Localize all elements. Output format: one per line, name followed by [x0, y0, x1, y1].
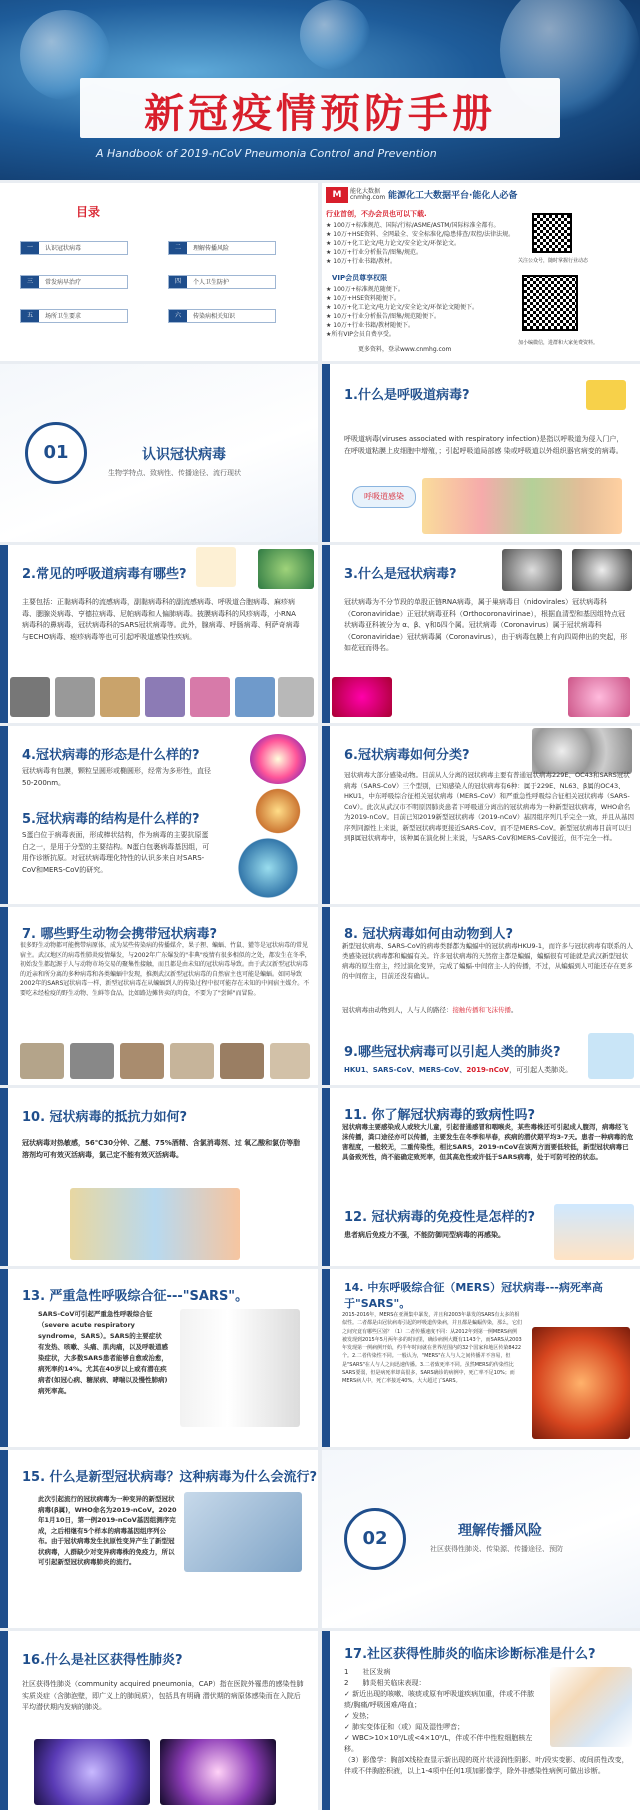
toc-num: 六 [169, 310, 187, 322]
q1-slide [322, 364, 640, 542]
q8-q9-slide [322, 907, 640, 1085]
virus-image [190, 677, 230, 717]
q8-path [342, 1005, 634, 1017]
q16-text: 社区获得性肺炎（community acquired pneumonia，CAP）指在医院外罹患的感染性肺实质炎症（含肺泡壁，即广义上的肺间质），包括具有明确 潜伏期的病原体感染而在入院后平均潜伏期内发病的肺炎。 [22, 1680, 304, 1711]
toc-item[interactable] [168, 309, 276, 323]
toc-item[interactable] [168, 275, 276, 289]
q17-line: ✓ 发热； [344, 1712, 374, 1720]
q9-list-red: 2019-nCoV [466, 1066, 510, 1074]
q11-title: 11. 你了解冠状病毒的致病性吗? [344, 1108, 536, 1123]
q6-text: 冠状病毒大部分感染动物。目前从人分离的冠状病毒主要有普通冠状病毒229E、OC43和SARS冠状病毒（SARS-CoV）三个型别，已知感染人的冠状病毒有6种：属于229E、NL63、β属的OC43、HKU1，中东呼吸综合征相关冠状病毒（MERS-CoV）和严重急性呼吸综合征相关冠状病毒（SARS-CoV）。此次从武汉市不明原因肺炎患者下呼吸道分离出的冠状病毒为一种新型冠状病毒，WHO命名为2019-nCoV。目前已知2019新型冠状病毒（2019-nCoV）基因组序列几乎完全一致，并且从基因序列同源性上来说，新型冠状病毒更接近SARS-CoV。而不是MERS-CoV。新型冠状病毒目前可以归到β属冠状病毒中，该种属在演化树上来说，与SARS-CoV和MERS-CoV接近，但不完全一样。 [344, 771, 634, 842]
q10-text: 冠状病毒对热敏感，56℃30分钟、乙醚、75%酒精、含氯消毒剂、过 氧乙酸和氯仿等脂溶剂均可有效灭活病毒，氯己定不能有效灭活病毒。 [22, 1139, 301, 1159]
toc-item[interactable] [20, 309, 128, 323]
toc-num: 五 [21, 310, 39, 322]
cartoon-image [196, 547, 236, 587]
q12-text: 患者病后免疫力不强，不能防御同型病毒的再感染。 [344, 1231, 505, 1239]
q15-text: 此次引起流行的冠状病毒为一种变异的新型冠状病毒(β属)，WHO命名为2019-nCoV。2020年1月10日，第一例2019-nCoV基因组测序完成，之后相继有5个样本的病毒基因组序列公布。由于冠状病毒发生抗原性变异产生了新型冠状病毒，人群缺少对变异病毒株的免疫力，所以可引起新型冠状病毒肺炎的流行。 [38, 1495, 177, 1566]
animal-image [170, 1043, 214, 1079]
animal-image [270, 1043, 310, 1079]
section-01-slide [0, 364, 318, 542]
q1-title: 1.什么是呼吸道病毒? [344, 388, 470, 403]
accent-bar [322, 1269, 330, 1447]
q2-slide [0, 545, 318, 723]
q3-text: 冠状病毒为不分节段的单股正链RNA病毒，属于巢病毒目（nidovirales）冠状病毒科（Coronaviridae）正冠状病毒亚科（Orthocoronavirinae），根据血清型和基因组特点冠状病毒亚科被分为 α、β、γ和δ四个属。冠状病毒（Coronavirus）属于冠状病毒科（Coronaviridae）冠状病毒属（Coronavirus），由于病毒包膜上有向四周伸出的突起，形如花冠而得名。 [344, 598, 628, 652]
toc-title: 目录 [76, 205, 101, 219]
toc-label: 场所卫生要求 [45, 313, 82, 320]
toc-label: 理解传播风险 [193, 245, 230, 252]
cover-subtitle: A Handbook of 2019-nCoV Pneumonia Control and Prevention [96, 147, 437, 160]
toc-item[interactable] [168, 241, 276, 255]
q17-line: （3）影像学：胸部X线检查显示新出现的斑片状浸润性阴影、叶/段实变影、或间质性改变，伴或不伴胸腔积液，以上1-4项中任何1项加影像学，除外非感染性病例可做出诊断。 [344, 1756, 629, 1775]
ad-footer[interactable]: 更多资料，登录www.cnmhg.com [358, 346, 452, 353]
q2-text: 主要包括：正黏病毒科的流感病毒，副黏病毒科的副流感病毒、呼吸道合胞病毒、麻疹病毒、腮腺炎病毒、亨德拉病毒、尼帕病毒和人偏肺病毒。披膜病毒科的风疹病毒，小RNA病毒科的鼻病毒，冠状病毒科的SARS冠状病毒等。此外，腺病毒、呼肠病毒、柯萨奇病毒与ECHO病毒、疱疹病毒等也可引起呼吸道感染性疾病。 [22, 598, 300, 641]
accent-bar [322, 364, 330, 542]
lab-image [184, 1492, 302, 1572]
q2-title: 2.常见的呼吸道病毒有哪些? [22, 567, 187, 582]
virus-image [258, 549, 314, 589]
accent-bar [322, 1088, 330, 1266]
cartoon-image [554, 1204, 634, 1260]
section-subtitle: 社区获得性肺炎、传染源、传播途径、预防 [430, 1545, 563, 1553]
q9-list-text: HKU1、SARS-CoV、MERS-CoV、 [344, 1066, 467, 1074]
vip-title: VIP会员尊享权限 [332, 274, 388, 282]
q7-title: 7. 哪些野生动物会携带冠状病毒? [22, 927, 218, 942]
q13-title: 13. 严重急性呼吸综合征---"SARS"。 [22, 1289, 249, 1304]
q3-title: 3.什么是冠状病毒? [344, 567, 457, 582]
q12-title: 12. 冠状病毒的免疫性是怎样的? [344, 1210, 536, 1225]
q15-slide [0, 1450, 318, 1628]
virus-image [235, 677, 275, 717]
q17-slide [322, 1631, 640, 1810]
ad-headline: 能源化工大数据平台·能化人必备 [388, 191, 518, 201]
virus-diagram [250, 734, 306, 784]
ad-line: ★ 10万+行业分析报告/图集/规范。 [326, 249, 422, 256]
q17-line: 1 社区发病 [344, 1668, 391, 1676]
q8-path-label: 冠状病毒由动物到人，人与人的路径： [342, 1006, 453, 1014]
q9-title: 9.哪些冠状病毒可以引起人类的肺炎? [344, 1045, 561, 1060]
q8-text: 新型冠状病毒、SARS-CoV的病毒类群都为蝙蝠中的冠状病毒HKU9-1，而许多与冠状病毒有联系的人类感染冠状病毒都和蝙蝠有关。许多冠状病毒的天然宿主都是蝙蝠，蝙蝠很有可能就是武汉新型冠状病毒的原生宿主，经过演化变异，完成了蝙蝠-中间宿主-人的传播，不过，从蝙蝠到人可能还存在更多的中间宿主，目前还没有确认。 [342, 942, 633, 980]
accent-bar [0, 545, 8, 723]
qr-code-icon [532, 213, 572, 253]
q10-title: 10. 冠状病毒的抵抗力如何? [22, 1110, 188, 1125]
virus-image [532, 1327, 630, 1439]
q5-text: S蛋白位于病毒表面，形成棒状结构，作为病毒的主要抗原蛋白之一，是用于分型的主要结构。N蛋白包裹病毒基因组，可用作诊断抗原。对冠状病毒理化特性的认识多来自对SARS-CoV和MERS-CoV的研究。 [22, 831, 210, 874]
q13-text: SARS-CoV可引起严重急性呼吸综合征（severe acute respiratory syndrome，SARS）。SARS的主要症状有发热、咳嗽、头痛、肌肉痛，以及呼吸道感染症状，大多数SARS患者能够自愈或治愈，病死率约14%。尤其在40岁以上或有潜在疾病者(如冠心病、糖尿病、哮喘以及慢性肺病)病死率高。 [38, 1310, 168, 1395]
section-02-slide [322, 1450, 640, 1628]
ad-line: ★所有VIP会员自费享受。 [326, 331, 395, 338]
virus-image [572, 549, 632, 591]
virus-image [300, 0, 370, 70]
ad-line: ★ 100万+标准规范、国际/行标/ASME/ASTM/国际标准全都有。 [326, 222, 500, 229]
animal-image [220, 1043, 264, 1079]
q3-slide [322, 545, 640, 723]
ad-line: ★ 10万+行业书籍/教材随便下。 [326, 322, 414, 329]
toc-num: 四 [169, 276, 187, 288]
virus-image [100, 677, 140, 717]
q15-title: 15. 什么是新型冠状病毒？这种病毒为什么会流行? [22, 1470, 318, 1485]
toc-slide [0, 183, 318, 361]
brand-logo: M [326, 187, 348, 203]
ad-line: ★ 10万+化工论文/电力论文/安全论文/环保论文随便下。 [326, 304, 479, 311]
virus-image [145, 677, 185, 717]
q17-title: 17.社区获得性肺炎的临床诊断标准是什么? [344, 1647, 596, 1662]
q14-text: 2015-2016年，MERS在亚洲集中暴发，并且和2003年暴发的SARS有太多的相似性。二者都是由冠状病毒引起的呼吸道传染病，并且都是蝙蝠传染，那么，它们之间究竟有哪些区别？（1）二者传播速度不同：从2012年到第一例MERS病例被发现到2015年5月两年多的时间里，确诊病例大概有1143个，而SARS从2003年发现第一例病例开始，约半年时间就在世界范围内的32个国家和地区传染8422个。2.二者传染性不同。一般认为，"MERS"在人与人之间传播并不容易，但是"SARS"在人与人之间迅速传播。3.二者致死率不同。虽然MERS的传染性比SARS要弱，但是病死率却高很多，SARS确诊的病例中，死亡率不足10%；而MERS病人中，死亡率接近40%，大大超过了SARS。 [342, 1312, 523, 1385]
q8-path-end: 。 [511, 1006, 518, 1014]
toc-num: 一 [21, 242, 39, 254]
virus-image [568, 677, 630, 717]
section-title: 理解传播风险 [458, 1523, 542, 1539]
q9-list-end: ，可引起人类肺炎。 [509, 1066, 573, 1074]
brand-name: 能化大数据 [350, 188, 381, 195]
q7-slide [0, 907, 318, 1085]
toc-item[interactable] [20, 241, 128, 255]
virus-image [10, 677, 50, 717]
ad-line: ★ 10万+化工论文/电力论文/安全论文/环保论文。 [326, 240, 461, 247]
doctor-image [180, 1309, 300, 1427]
q10-slide [0, 1088, 318, 1266]
toc-label: 个人卫生防护 [193, 279, 230, 286]
ad-line: ★ 10万+HSE资料随便下。 [326, 295, 401, 302]
q6-title: 6.冠状病毒如何分类? [344, 748, 470, 763]
q1-text: 呼吸道病毒(viruses associated with respiratory infection)是指以呼吸道为侵入门户，在呼吸道粘膜上皮细胞中增殖，；引起呼吸道局部感 染或呼吸道以外组织器官病变的病毒。 [344, 435, 624, 455]
virus-image [278, 677, 314, 717]
accent-bar [322, 545, 330, 723]
ad-line: ★ 10万+HSE资料、全网最全、安全标准化/隐患排查/双控/法律法规。 [326, 231, 515, 238]
toc-num: 三 [21, 276, 39, 288]
ad-slide [322, 183, 640, 361]
virus-image [532, 728, 632, 774]
q8-path-red: 接触传播和飞沫传播 [452, 1006, 511, 1014]
cover-slide [0, 0, 640, 180]
section-title: 认识冠状病毒 [142, 447, 226, 463]
q9-list [344, 1065, 584, 1077]
q11-text: 冠状病毒主要感染成人或较大儿童，引起普通感冒和咽喉炎，某些毒株还可引起成人腹泻，病毒经飞沫传播，粪口途径亦可以传播，主要发生在冬季和早春，疾病的潜伏期平均3-7天。患者一种病毒的危害程度，一般较无，二重传染性，相比SARS，2019-nCoV在该两方面要低较低，新型冠状病毒已具备致死性，尚不能确定致死率，但其高危性或许低于SARS病毒，处于可防可控的状态。 [342, 1123, 634, 1161]
qr-code-icon [522, 275, 578, 331]
accent-bar [322, 726, 330, 904]
qr-caption: 加小编微信，进群和大家免费资料。 [518, 340, 599, 346]
virus-image [55, 677, 95, 717]
q14-title: 14. 中东呼吸综合征（MERS）冠状病毒---病死率高于"SARS"。 [344, 1281, 603, 1310]
ad-line: ★ 10万+行业分析报告/图集/规范随便下。 [326, 313, 440, 320]
q4-text: 冠状病毒有包膜，颗粒呈圆形或椭圆形，经常为多形性，直径50-200nm。 [22, 767, 211, 787]
cartoon-image [70, 1188, 240, 1260]
q17-line: 2 肺炎相关临床表现： [344, 1679, 426, 1687]
toc-label: 常发病早治疗 [45, 279, 82, 286]
q14-slide [322, 1269, 640, 1447]
pills-image [550, 1667, 632, 1747]
q6-slide [322, 726, 640, 904]
animal-image [120, 1043, 164, 1079]
q11-q12-slide [322, 1088, 640, 1266]
virus-diagram [250, 788, 306, 834]
infection-badge: 呼吸道感染 [352, 486, 416, 508]
q7-text: 很多野生动物都可能携带病原体，成为某些传染病的传播媒介，果子狸、蝙蝠、竹鼠、獾等是冠状病毒的常见宿主。武汉地区的病毒性肺炎疫情爆发，与2002年广东爆发的"非典"疫情有很多相似的之处，都发生在冬季，初始发生都起源于人与动物市场交易的聚集性接触，而且都是由未知的冠状病毒导致。由于武汉新型冠状病毒的近亲和所分离的多种病毒和各类蝙蝠中发现，推测武汉新型冠状病毒的自然宿主也可能是蝙蝠。如同导致2002年的SARS冠状病毒一样，新型冠状病毒在从蝙蝠到人的传染过程中很可能存在未知的中间宿主媒介。不要吃未经检疫的野生动物、生鲜等食品，比如路边摊售卖的肉食，不要为了"尝鲜"而冒险。 [20, 942, 311, 997]
cartoon-image [422, 478, 622, 534]
toc-label: 认识冠状病毒 [45, 245, 82, 252]
section-subtitle: 生物学特点、致病性、传播途径、流行现状 [108, 469, 241, 477]
accent-bar [0, 1269, 8, 1447]
accent-bar [0, 1631, 8, 1810]
qr-caption: 关注公众号，随时掌握行业动态 [518, 258, 589, 264]
q8-title: 8. 冠状病毒如何由动物到人? [344, 927, 514, 942]
q17-line: ✓ WBC>10×10⁹/L或<4×10⁹/L，伴或不伴中性粒细胞核左移。 [344, 1734, 533, 1753]
toc-label: 传染病相关知识 [193, 313, 236, 320]
accent-bar [0, 1088, 8, 1266]
cell-image [160, 1739, 276, 1805]
accent-bar [0, 1450, 8, 1628]
brand-site[interactable]: cnmhg.com [350, 194, 386, 201]
ad-line: ★ 10万+行业书籍/教材。 [326, 258, 396, 265]
virus-image [502, 549, 562, 591]
q17-line: ✓ 肺实变体征和（或）闻及湿性啰音； [344, 1723, 465, 1731]
q4-q5-slide [0, 726, 318, 904]
ad-free-line: 行业首创，不办会员也可以下载. [326, 210, 427, 218]
accent-bar [322, 907, 330, 1085]
cover-title: 新冠疫情预防手册 [144, 91, 496, 137]
q4-title: 4.冠状病毒的形态是什么样的? [22, 748, 200, 763]
toc-item[interactable] [20, 275, 128, 289]
q13-slide [0, 1269, 318, 1447]
ad-line: ★ 100万+标准规范随便下。 [326, 286, 404, 293]
accent-bar [0, 726, 8, 904]
virus-image [332, 677, 392, 717]
cell-image [34, 1739, 150, 1805]
animal-image [20, 1043, 64, 1079]
cartoon-image [588, 1033, 634, 1079]
animal-image [70, 1043, 114, 1079]
q16-slide [0, 1631, 318, 1810]
accent-bar [322, 1631, 330, 1810]
section-number: 01 [25, 422, 87, 484]
q16-title: 16.什么是社区获得性肺炎? [22, 1653, 183, 1668]
toc-num: 二 [169, 242, 187, 254]
accent-bar [0, 907, 8, 1085]
q17-line: ✓ 新近出现的咳嗽、咳痰或原有呼吸道疾病加重，伴或不伴脓痰/胸痛/呼吸困难/咯血； [344, 1690, 535, 1709]
q5-title: 5.冠状病毒的结构是什么样的? [22, 812, 200, 827]
section-number: 02 [344, 1508, 406, 1570]
virus-diagram [230, 838, 306, 898]
virus-image [586, 380, 626, 410]
